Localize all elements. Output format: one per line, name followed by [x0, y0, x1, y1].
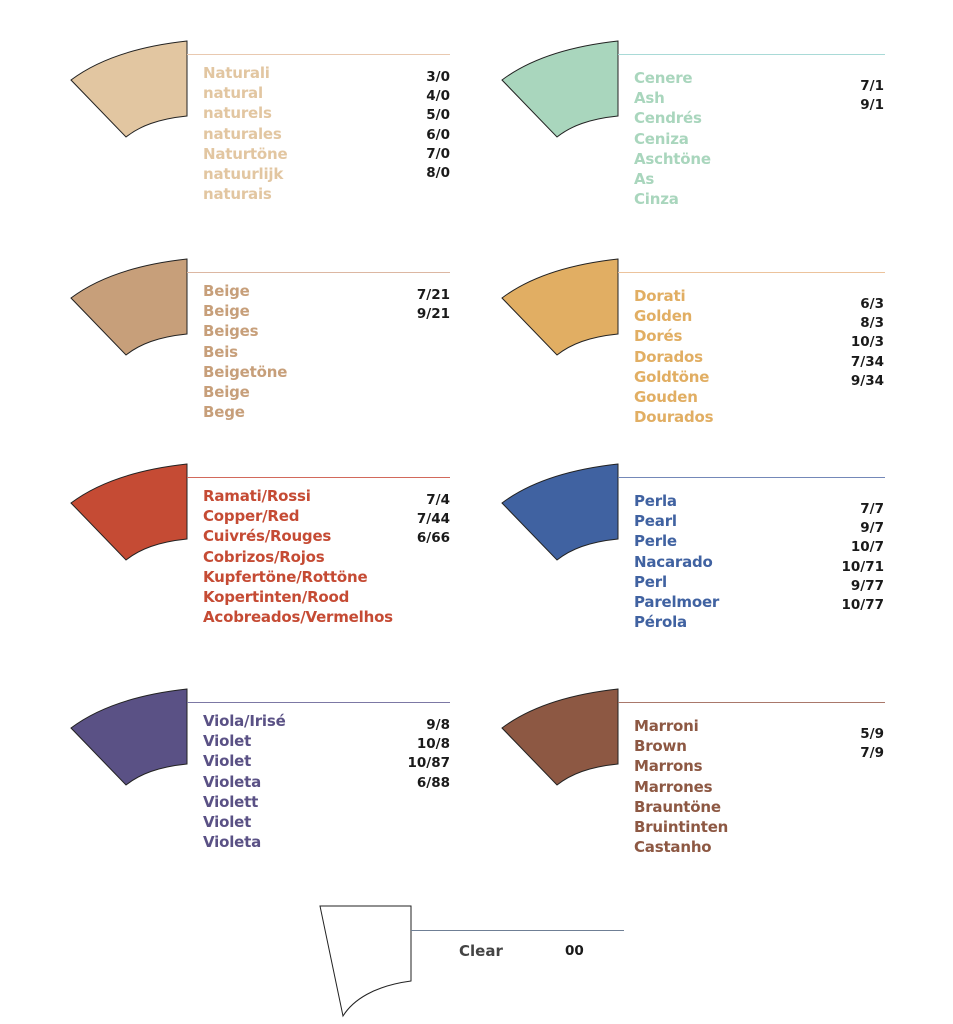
- color-name: Kopertinten/Rood: [203, 588, 350, 607]
- marroni-codes-list: [804, 725, 884, 763]
- shade-code: 9/77: [850, 577, 884, 594]
- perla-swatch-shape: [501, 463, 623, 563]
- perla-names-list: [634, 491, 719, 632]
- color-name: Pérola: [634, 613, 687, 632]
- cenere-swatch-shape: [501, 40, 623, 140]
- color-name: Copper/Red: [203, 507, 300, 526]
- dorati-rule: [618, 272, 885, 273]
- color-name: Beige: [203, 282, 250, 300]
- shade-code: 10/71: [841, 558, 884, 575]
- swatch-block-marroni: [501, 688, 901, 898]
- color-name: Beigetöne: [203, 362, 288, 381]
- beige-codes-list: [370, 286, 450, 324]
- color-name: Cendrés: [634, 109, 702, 128]
- color-name: Ceniza: [634, 129, 689, 148]
- clear-swatch-shape: [319, 905, 439, 1020]
- clear-label: Clear: [459, 942, 503, 960]
- beige-names-list: [203, 281, 287, 422]
- naturali-swatch-shape: [70, 40, 192, 140]
- color-name: Cenere: [634, 69, 693, 87]
- shade-code: 3/0: [426, 69, 450, 85]
- shade-code: 10/7: [850, 539, 884, 556]
- shade-code: 6/0: [426, 126, 450, 143]
- color-name: Beige: [203, 383, 250, 402]
- ramati-codes-list: [370, 491, 450, 549]
- color-name: Marrons: [634, 757, 703, 776]
- dorati-names-list: [634, 286, 713, 427]
- color-name: Gouden: [634, 388, 698, 407]
- shade-code: 7/0: [426, 145, 450, 162]
- color-name: Golden: [634, 307, 693, 326]
- swatch-block-ramati: [70, 463, 470, 673]
- color-name: Kupfertöne/Rottöne: [203, 567, 368, 586]
- shade-code: 4/0: [426, 88, 450, 105]
- color-name: Beis: [203, 342, 238, 361]
- color-name: Acobreados/Vermelhos: [203, 608, 393, 627]
- color-name: Dorés: [634, 327, 683, 346]
- viola-codes-list: [370, 716, 450, 793]
- color-name: Bruintinten: [634, 818, 729, 837]
- shade-code: 10/3: [850, 334, 884, 351]
- color-name: natural: [203, 84, 263, 103]
- shade-code: 7/34: [850, 353, 884, 370]
- color-name: Dourados: [634, 408, 714, 427]
- shade-code: 9/8: [426, 717, 450, 733]
- color-name: Marrones: [634, 777, 713, 796]
- color-name: Cobrizos/Rojos: [203, 547, 325, 566]
- shade-code: 6/66: [416, 530, 450, 547]
- color-name: naturels: [203, 104, 272, 123]
- cenere-codes-list: [804, 77, 884, 115]
- naturali-codes-list: [370, 68, 450, 183]
- shade-code: 7/44: [416, 511, 450, 528]
- cenere-rule: [618, 54, 885, 55]
- color-name: Naturtöne: [203, 144, 288, 163]
- shade-code: 10/87: [407, 755, 450, 772]
- color-name: Violeta: [203, 772, 261, 791]
- shade-code: 9/1: [860, 97, 884, 114]
- swatch-block-clear: [319, 905, 639, 1020]
- swatch-block-naturali: [70, 40, 470, 250]
- viola-swatch-shape: [70, 688, 192, 788]
- color-name: Violeta: [203, 833, 261, 852]
- ramati-rule: [187, 477, 450, 478]
- color-name: Nacarado: [634, 552, 713, 571]
- color-name: Perla: [634, 492, 677, 510]
- shade-code: 8/3: [860, 315, 884, 332]
- color-name: Brauntöne: [634, 797, 721, 816]
- shade-code: 6/3: [860, 296, 884, 312]
- ramati-names-list: [203, 486, 393, 627]
- marroni-rule: [618, 702, 885, 703]
- color-name: Marroni: [634, 717, 699, 735]
- shade-code: 10/8: [416, 736, 450, 753]
- color-name: Bege: [203, 403, 245, 422]
- shade-code: 5/9: [860, 726, 884, 742]
- shade-code: 7/21: [416, 287, 450, 303]
- beige-rule: [187, 272, 450, 273]
- color-name: Viola/Irisé: [203, 712, 286, 730]
- shade-code: 9/34: [850, 372, 884, 389]
- color-name: Aschtöne: [634, 149, 711, 168]
- color-name: As: [634, 170, 655, 189]
- naturali-names-list: [203, 63, 287, 204]
- shade-code: 6/88: [416, 774, 450, 791]
- swatch-block-cenere: [501, 40, 901, 250]
- marroni-names-list: [634, 716, 728, 857]
- color-name: Ramati/Rossi: [203, 487, 311, 505]
- color-name: Beige: [203, 302, 250, 321]
- shade-code: 9/7: [860, 520, 884, 537]
- dorati-codes-list: [804, 295, 884, 391]
- color-name: Ash: [634, 89, 665, 108]
- perla-codes-list: [804, 500, 884, 615]
- marroni-swatch-shape: [501, 688, 623, 788]
- color-name: naturais: [203, 185, 272, 204]
- swatch-block-dorati: [501, 258, 901, 468]
- color-name: Violet: [203, 813, 252, 832]
- color-name: Perl: [634, 572, 667, 591]
- color-name: Parelmoer: [634, 593, 720, 612]
- dorati-swatch-shape: [501, 258, 623, 358]
- color-name: naturales: [203, 124, 282, 143]
- beige-swatch-shape: [70, 258, 192, 358]
- color-name: Naturali: [203, 64, 270, 82]
- swatch-block-viola: [70, 688, 470, 898]
- shade-code: 5/0: [426, 107, 450, 124]
- color-name: natuurlijk: [203, 165, 284, 184]
- swatch-block-perla: [501, 463, 901, 673]
- ramati-swatch-shape: [70, 463, 192, 563]
- color-name: Cinza: [634, 190, 679, 209]
- color-name: Dorati: [634, 287, 686, 305]
- clear-code: 00: [565, 943, 584, 959]
- shade-code: 10/77: [841, 597, 884, 614]
- shade-code: 7/4: [426, 492, 450, 508]
- color-name: Perle: [634, 532, 677, 551]
- shade-code: 7/7: [860, 501, 884, 517]
- color-name: Violet: [203, 732, 252, 751]
- color-name: Cuivrés/Rouges: [203, 527, 332, 546]
- color-name: Violet: [203, 752, 252, 771]
- color-name: Goldtöne: [634, 367, 710, 386]
- shade-code: 7/9: [860, 745, 884, 762]
- color-name: Pearl: [634, 512, 677, 531]
- viola-rule: [187, 702, 450, 703]
- shade-code: 7/1: [860, 78, 884, 94]
- color-name: Beiges: [203, 322, 259, 341]
- swatch-block-beige: [70, 258, 470, 468]
- color-name: Violett: [203, 792, 259, 811]
- perla-rule: [618, 477, 885, 478]
- color-name: Brown: [634, 737, 687, 756]
- cenere-names-list: [634, 68, 711, 209]
- shade-code: 9/21: [416, 306, 450, 323]
- color-name: Castanho: [634, 838, 712, 857]
- naturali-rule: [187, 54, 450, 55]
- shade-code: 8/0: [426, 165, 450, 182]
- viola-names-list: [203, 711, 286, 852]
- clear-rule: [411, 930, 624, 931]
- color-name: Dorados: [634, 347, 703, 366]
